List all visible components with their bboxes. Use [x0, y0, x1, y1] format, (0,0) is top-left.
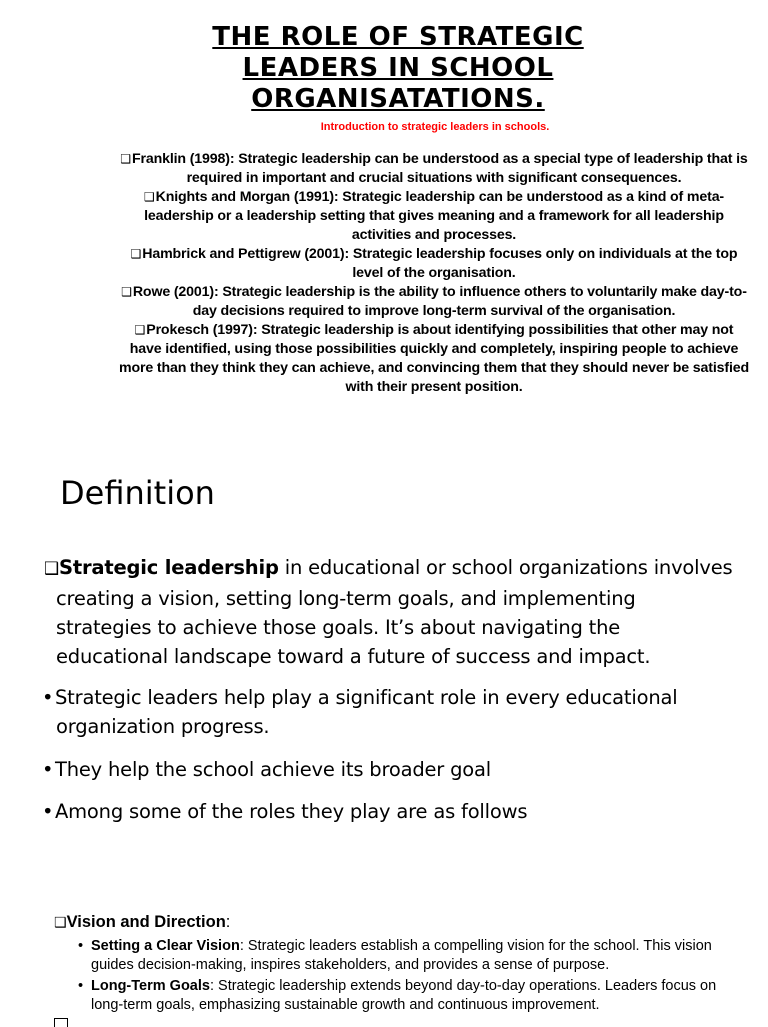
bullet-icon: •: [78, 938, 84, 954]
checkbox-bullet-icon: ❑: [54, 914, 67, 930]
intro-definitions-list: [118, 150, 750, 397]
bullet-item: •They help the school achieve its broader goal: [42, 755, 736, 784]
checkbox-bullet-icon: ❑: [130, 247, 142, 261]
checkbox-bullet-icon: ❑: [143, 190, 155, 204]
vision-list: [78, 937, 718, 1017]
list-item: ❑Prokesch (1997): Strategic leadership is about identifying possibilities that other may not have identified, using those possibilities quickly and completely, inspiring people to achieve more than they think they can achieve, and convincing them that they should never be satisfied with their present position.: [118, 322, 749, 395]
list-item: ❑Rowe (2001): Strategic leadership is the ability to influence others to voluntarily make day-to-day decisions required to improve long-term survival of the organisation.: [121, 284, 747, 319]
checkbox-bullet-icon: ❑: [120, 152, 131, 166]
list-item: • Long-Term Goals: Strategic leadership extends beyond day-to-day operations. Leaders focus on long-term goals, emphasizing sustainable growth and continuous improvement.: [78, 978, 717, 1013]
subtitle: Introduction to strategic leaders in schools.: [320, 121, 550, 133]
vision-section-heading: ❑Vision and Direction:: [54, 913, 231, 931]
checkbox-bullet-icon: ❑: [121, 285, 132, 299]
definition-term: Strategic leadership: [59, 556, 279, 579]
bullet-icon: •: [78, 978, 84, 994]
list-item: • Setting a Clear Vision: Strategic leaders establish a compelling vision for the school. This vision guides decision-making, inspires stakeholders, and provides a sense of purpose.: [78, 938, 712, 973]
page-title: THE ROLE OF STRATEGIC LEADERS IN SCHOOL ORGANISATATIONS.: [212, 22, 584, 114]
bullet-icon: •: [42, 686, 54, 709]
list-item: ❑Hambrick and Pettigrew (2001): Strategic leadership focuses only on individuals at the top level of the organisation.: [130, 246, 738, 281]
bullet-item: •Strategic leaders help play a significant role in every educational organization progress.: [42, 683, 736, 741]
list-item: ❑Franklin (1998): Strategic leadership can be understood as a special type of leadership that is required in important and crucial situations with significant consequences.: [120, 151, 748, 186]
bullet-icon: •: [42, 758, 54, 781]
definition-paragraph: ❑Strategic leadership in educational or school organizations involves creating a vision, setting long-term goals, and implementing strategies to achieve those goals. It’s about navigating the educational landscape toward a future of success and impact.: [44, 556, 733, 668]
checkbox-bullet-icon: ❑: [44, 559, 60, 579]
list-item: ❑Knights and Morgan (1991): Strategic leadership can be understood as a kind of meta-leadership or a leadership setting that gives meaning and a framework for all leadership activities and processes.: [143, 189, 725, 243]
bullet-icon: •: [42, 800, 54, 823]
checkbox-bullet-icon: ❑: [134, 323, 146, 337]
definition-heading: Definition: [60, 474, 215, 512]
checkbox-bullet-icon: [54, 1018, 68, 1027]
bullet-item: •Among some of the roles they play are as follows: [42, 797, 736, 826]
